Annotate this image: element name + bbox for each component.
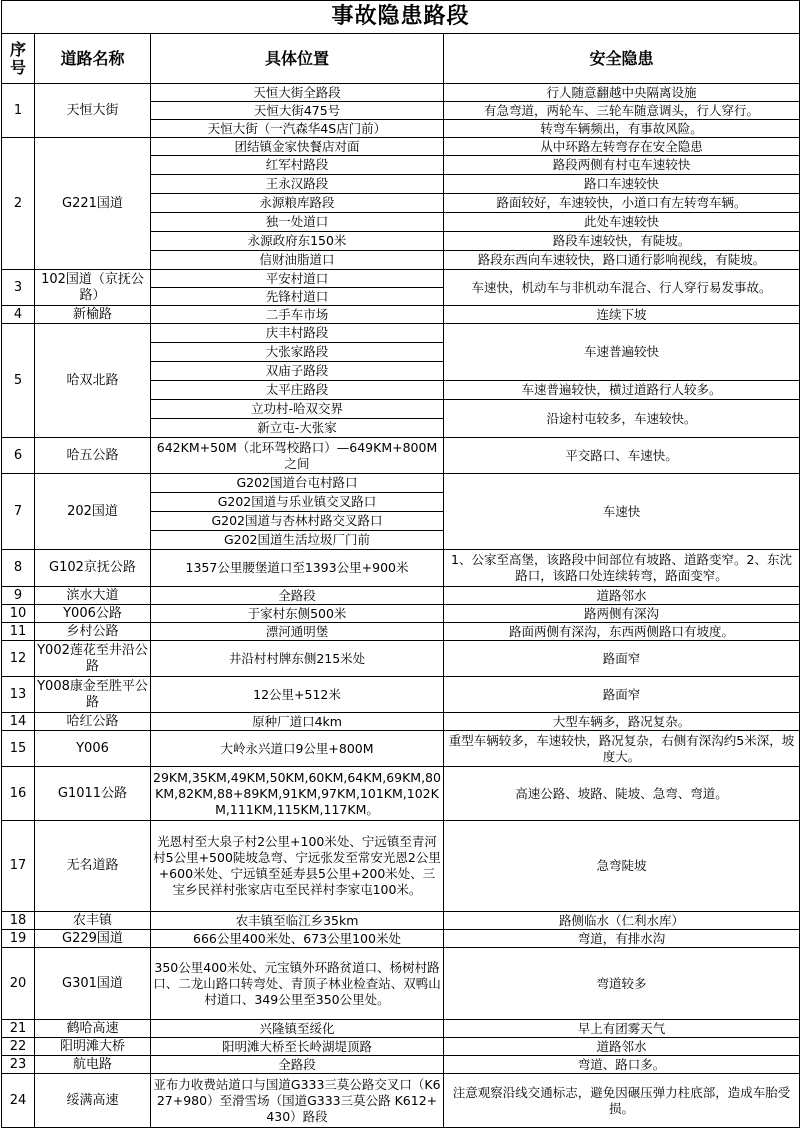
table-title: 事故隐患路段: [2, 1, 800, 34]
hazard-cell: 此处车速较快: [444, 213, 800, 232]
hazard-cell: 平交路口、车速快。: [444, 438, 800, 474]
hazard-cell: 从中环路左转弯存在安全隐患: [444, 138, 800, 156]
location-cell: 于家村东侧500米: [151, 605, 444, 623]
road-name: G301国道: [35, 948, 151, 1020]
hazard-cell: 路口车速较快: [444, 175, 800, 194]
row-index: 14: [2, 713, 35, 731]
row-index: 23: [2, 1056, 35, 1074]
location-cell: 漂河通明堡: [151, 623, 444, 641]
road-name: G221国道: [35, 138, 151, 270]
road-name: 天恒大街: [35, 84, 151, 138]
row-index: 24: [2, 1074, 35, 1128]
table-row: [2, 550, 800, 587]
hazard-cell: 急弯陡坡: [444, 821, 800, 912]
row-index: 17: [2, 821, 35, 912]
table-row: [2, 623, 800, 641]
location-cell: 天恒大街全路段: [151, 84, 444, 102]
table-row: [2, 138, 800, 156]
location-cell: 井沿村村牌东侧215米处: [151, 641, 444, 677]
location-cell: 天恒大街（一汽森华4S店门前）: [151, 120, 444, 138]
road-name: 航电路: [35, 1056, 151, 1074]
table-row: [2, 324, 800, 343]
road-name: 哈红公路: [35, 713, 151, 731]
row-index: 10: [2, 605, 35, 623]
location-cell: 农丰镇至临江乡35km: [151, 912, 444, 930]
row-index: 2: [2, 138, 35, 270]
hazard-cell: 大型车辆多，路况复杂。: [444, 713, 800, 731]
location-cell: 平安村道口: [151, 270, 444, 288]
hazard-cell: 路面较好，车速较快，小道口有左转弯车辆。: [444, 194, 800, 213]
road-name: 乡村公路: [35, 623, 151, 641]
hazard-cell: 路面窄: [444, 641, 800, 677]
location-cell: 天恒大街475号: [151, 102, 444, 120]
location-cell: 大岭永兴道口9公里+800M: [151, 731, 444, 767]
table-row: [2, 731, 800, 767]
road-name: 102国道（京抚公路）: [35, 270, 151, 306]
location-cell: 先锋村道口: [151, 288, 444, 306]
hazard-cell: 车速快，机动车与非机动车混合、行人穿行易发事故。: [444, 270, 800, 306]
row-index: 3: [2, 270, 35, 306]
row-index: 4: [2, 306, 35, 324]
location-cell: G202国道生活垃圾厂门前: [151, 531, 444, 550]
location-cell: 兴隆镇至绥化: [151, 1020, 444, 1038]
location-cell: 永源粮库路段: [151, 194, 444, 213]
location-cell: 大张家路段: [151, 343, 444, 362]
location-cell: 独一处道口: [151, 213, 444, 232]
hazard-cell: 道路邻水: [444, 587, 800, 605]
location-cell: 29KM,35KM,49KM,50KM,60KM,64KM,69KM,80KM,82KM,88+89KM,91KM,97KM,101KM,102KM,111KM,115KM,117KM。: [151, 767, 444, 821]
road-name: Y008康金至胜平公路: [35, 677, 151, 713]
location-cell: 原种厂道口4km: [151, 713, 444, 731]
hazard-cell: 路段车速较快，有陡坡。: [444, 232, 800, 251]
location-cell: 立功村-哈双交界: [151, 400, 444, 419]
location-cell: 团结镇金家快餐店对面: [151, 138, 444, 156]
table-row: [2, 306, 800, 324]
road-name: 阳明滩大桥: [35, 1038, 151, 1056]
table-row: [2, 1074, 800, 1128]
hazard-cell: 路段两侧有村屯车速较快: [444, 156, 800, 175]
hazard-cell: 弯道较多: [444, 948, 800, 1020]
table-row: [2, 1020, 800, 1038]
header-location: 具体位置: [151, 34, 444, 84]
table-row: [2, 713, 800, 731]
row-index: 5: [2, 324, 35, 438]
row-index: 13: [2, 677, 35, 713]
row-index: 15: [2, 731, 35, 767]
header-index: 序号: [2, 34, 35, 84]
road-name: 哈五公路: [35, 438, 151, 474]
road-name: 新榆路: [35, 306, 151, 324]
table-row: [2, 767, 800, 821]
road-name: Y006公路: [35, 605, 151, 623]
hazard-cell: 弯道，有排水沟: [444, 930, 800, 948]
row-index: 19: [2, 930, 35, 948]
location-cell: 双庙子路段: [151, 362, 444, 381]
hazard-cell: 路侧临水（仁利水库）: [444, 912, 800, 930]
table-row: [2, 438, 800, 474]
row-index: 7: [2, 474, 35, 550]
location-cell: 亚布力收费站道口与国道G333三莫公路交叉口（K627+980）至滑雪场（国道G333三莫公路 K612+430）路段: [151, 1074, 444, 1128]
road-name: 202国道: [35, 474, 151, 550]
location-cell: 642KM+50M（北环驾校路口）—649KM+800M之间: [151, 438, 444, 474]
hazard-cell: 沿途村屯较多，车速较快。: [444, 400, 800, 438]
location-cell: 二手车市场: [151, 306, 444, 324]
hazard-cell: 车速快: [444, 474, 800, 550]
row-index: 18: [2, 912, 35, 930]
hazard-cell: 路两侧有深沟: [444, 605, 800, 623]
location-cell: G202国道与杏林村路交叉路口: [151, 512, 444, 531]
road-name: Y006: [35, 731, 151, 767]
location-cell: 666公里400米处、673公里100米处: [151, 930, 444, 948]
row-index: 12: [2, 641, 35, 677]
road-name: 滨水大道: [35, 587, 151, 605]
hazard-cell: 行人随意翻越中央隔离设施: [444, 84, 800, 102]
table-row: [2, 948, 800, 1020]
location-cell: G202国道与乐业镇交叉路口: [151, 493, 444, 512]
row-index: 1: [2, 84, 35, 138]
table-row: [2, 605, 800, 623]
road-name: G229国道: [35, 930, 151, 948]
hazard-cell: 重型车辆较多，车速较快，路况复杂，右侧有深沟约5米深，坡度大。: [444, 731, 800, 767]
row-index: 9: [2, 587, 35, 605]
table-row: [2, 641, 800, 677]
row-index: 21: [2, 1020, 35, 1038]
table-row: [2, 821, 800, 912]
road-name: 农丰镇: [35, 912, 151, 930]
row-index: 11: [2, 623, 35, 641]
location-cell: 庆丰村路段: [151, 324, 444, 343]
hazard-cell: 高速公路、坡路、陡坡、急弯、弯道。: [444, 767, 800, 821]
table-row: [2, 912, 800, 930]
table-row: [2, 270, 800, 288]
hazard-cell: 路段东西向车速较快，路口通行影响视线，有陡坡。: [444, 251, 800, 270]
road-name: 无名道路: [35, 821, 151, 912]
hazard-cell: 弯道、路口多。: [444, 1056, 800, 1074]
header-road: 道路名称: [35, 34, 151, 84]
location-cell: 全路段: [151, 587, 444, 605]
table-row: [2, 930, 800, 948]
road-name: 绥满高速: [35, 1074, 151, 1128]
table-row: [2, 1056, 800, 1074]
location-cell: G202国道台屯村路口: [151, 474, 444, 493]
hazard-cell: 车速普遍较快，横过道路行人较多。: [444, 381, 800, 400]
table-row: [2, 1038, 800, 1056]
hazard-cell: 路面两侧有深沟，东西两侧路口有坡度。: [444, 623, 800, 641]
road-name: Y002莲花至井沿公路: [35, 641, 151, 677]
hazard-cell: 有急弯道，两轮车、三轮车随意调头，行人穿行。: [444, 102, 800, 120]
location-cell: 新立屯-大张家: [151, 419, 444, 438]
road-name: 哈双北路: [35, 324, 151, 438]
row-index: 6: [2, 438, 35, 474]
table-row: [2, 587, 800, 605]
header-hazard: 安全隐患: [444, 34, 800, 84]
table-row: [2, 474, 800, 493]
road-name: G1011公路: [35, 767, 151, 821]
location-cell: 全路段: [151, 1056, 444, 1074]
location-cell: 1357公里腰堡道口至1393公里+900米: [151, 550, 444, 587]
location-cell: 12公里+512米: [151, 677, 444, 713]
hazard-table: [1, 0, 800, 1128]
hazard-cell: 注意观察沿线交通标志，避免因碾压弹力柱底部，造成车胎受损。: [444, 1074, 800, 1128]
location-cell: 永源政府东150米: [151, 232, 444, 251]
hazard-cell: 道路邻水: [444, 1038, 800, 1056]
row-index: 22: [2, 1038, 35, 1056]
table-row: [2, 84, 800, 102]
hazard-cell: 早上有团雾天气: [444, 1020, 800, 1038]
location-cell: 光恩村至大泉子村2公里+100米处、宁远镇至青河村5公里+500陡坡急弯、宁远张发至常安光恩2公里+600米处、宁远镇至延寿县5公里+200米处、三宝乡民祥村张家店屯至民祥村李家屯100米。: [151, 821, 444, 912]
hazard-cell: 车速普遍较快: [444, 324, 800, 381]
road-name: G102京抚公路: [35, 550, 151, 587]
location-cell: 王永汉路段: [151, 175, 444, 194]
location-cell: 信财油脂道口: [151, 251, 444, 270]
hazard-cell: 路面窄: [444, 677, 800, 713]
road-name: 鹤哈高速: [35, 1020, 151, 1038]
table-row: [2, 677, 800, 713]
row-index: 8: [2, 550, 35, 587]
location-cell: 太平庄路段: [151, 381, 444, 400]
hazard-cell: 转弯车辆频出，有事故风险。: [444, 120, 800, 138]
location-cell: 350公里400米处、元宝镇外环路贫道口、杨树村路口、二龙山路口转弯处、青顶子林业检查站、双鸭山村道口、349公里至350公里处。: [151, 948, 444, 1020]
location-cell: 阳明滩大桥至长岭湖堤顶路: [151, 1038, 444, 1056]
row-index: 20: [2, 948, 35, 1020]
location-cell: 红军村路段: [151, 156, 444, 175]
row-index: 16: [2, 767, 35, 821]
hazard-cell: 1、公家至高堡，该路段中间部位有坡路、道路变窄。2、东沈路口，该路口处连续转弯，路面变窄。: [444, 550, 800, 587]
hazard-cell: 连续下坡: [444, 306, 800, 324]
